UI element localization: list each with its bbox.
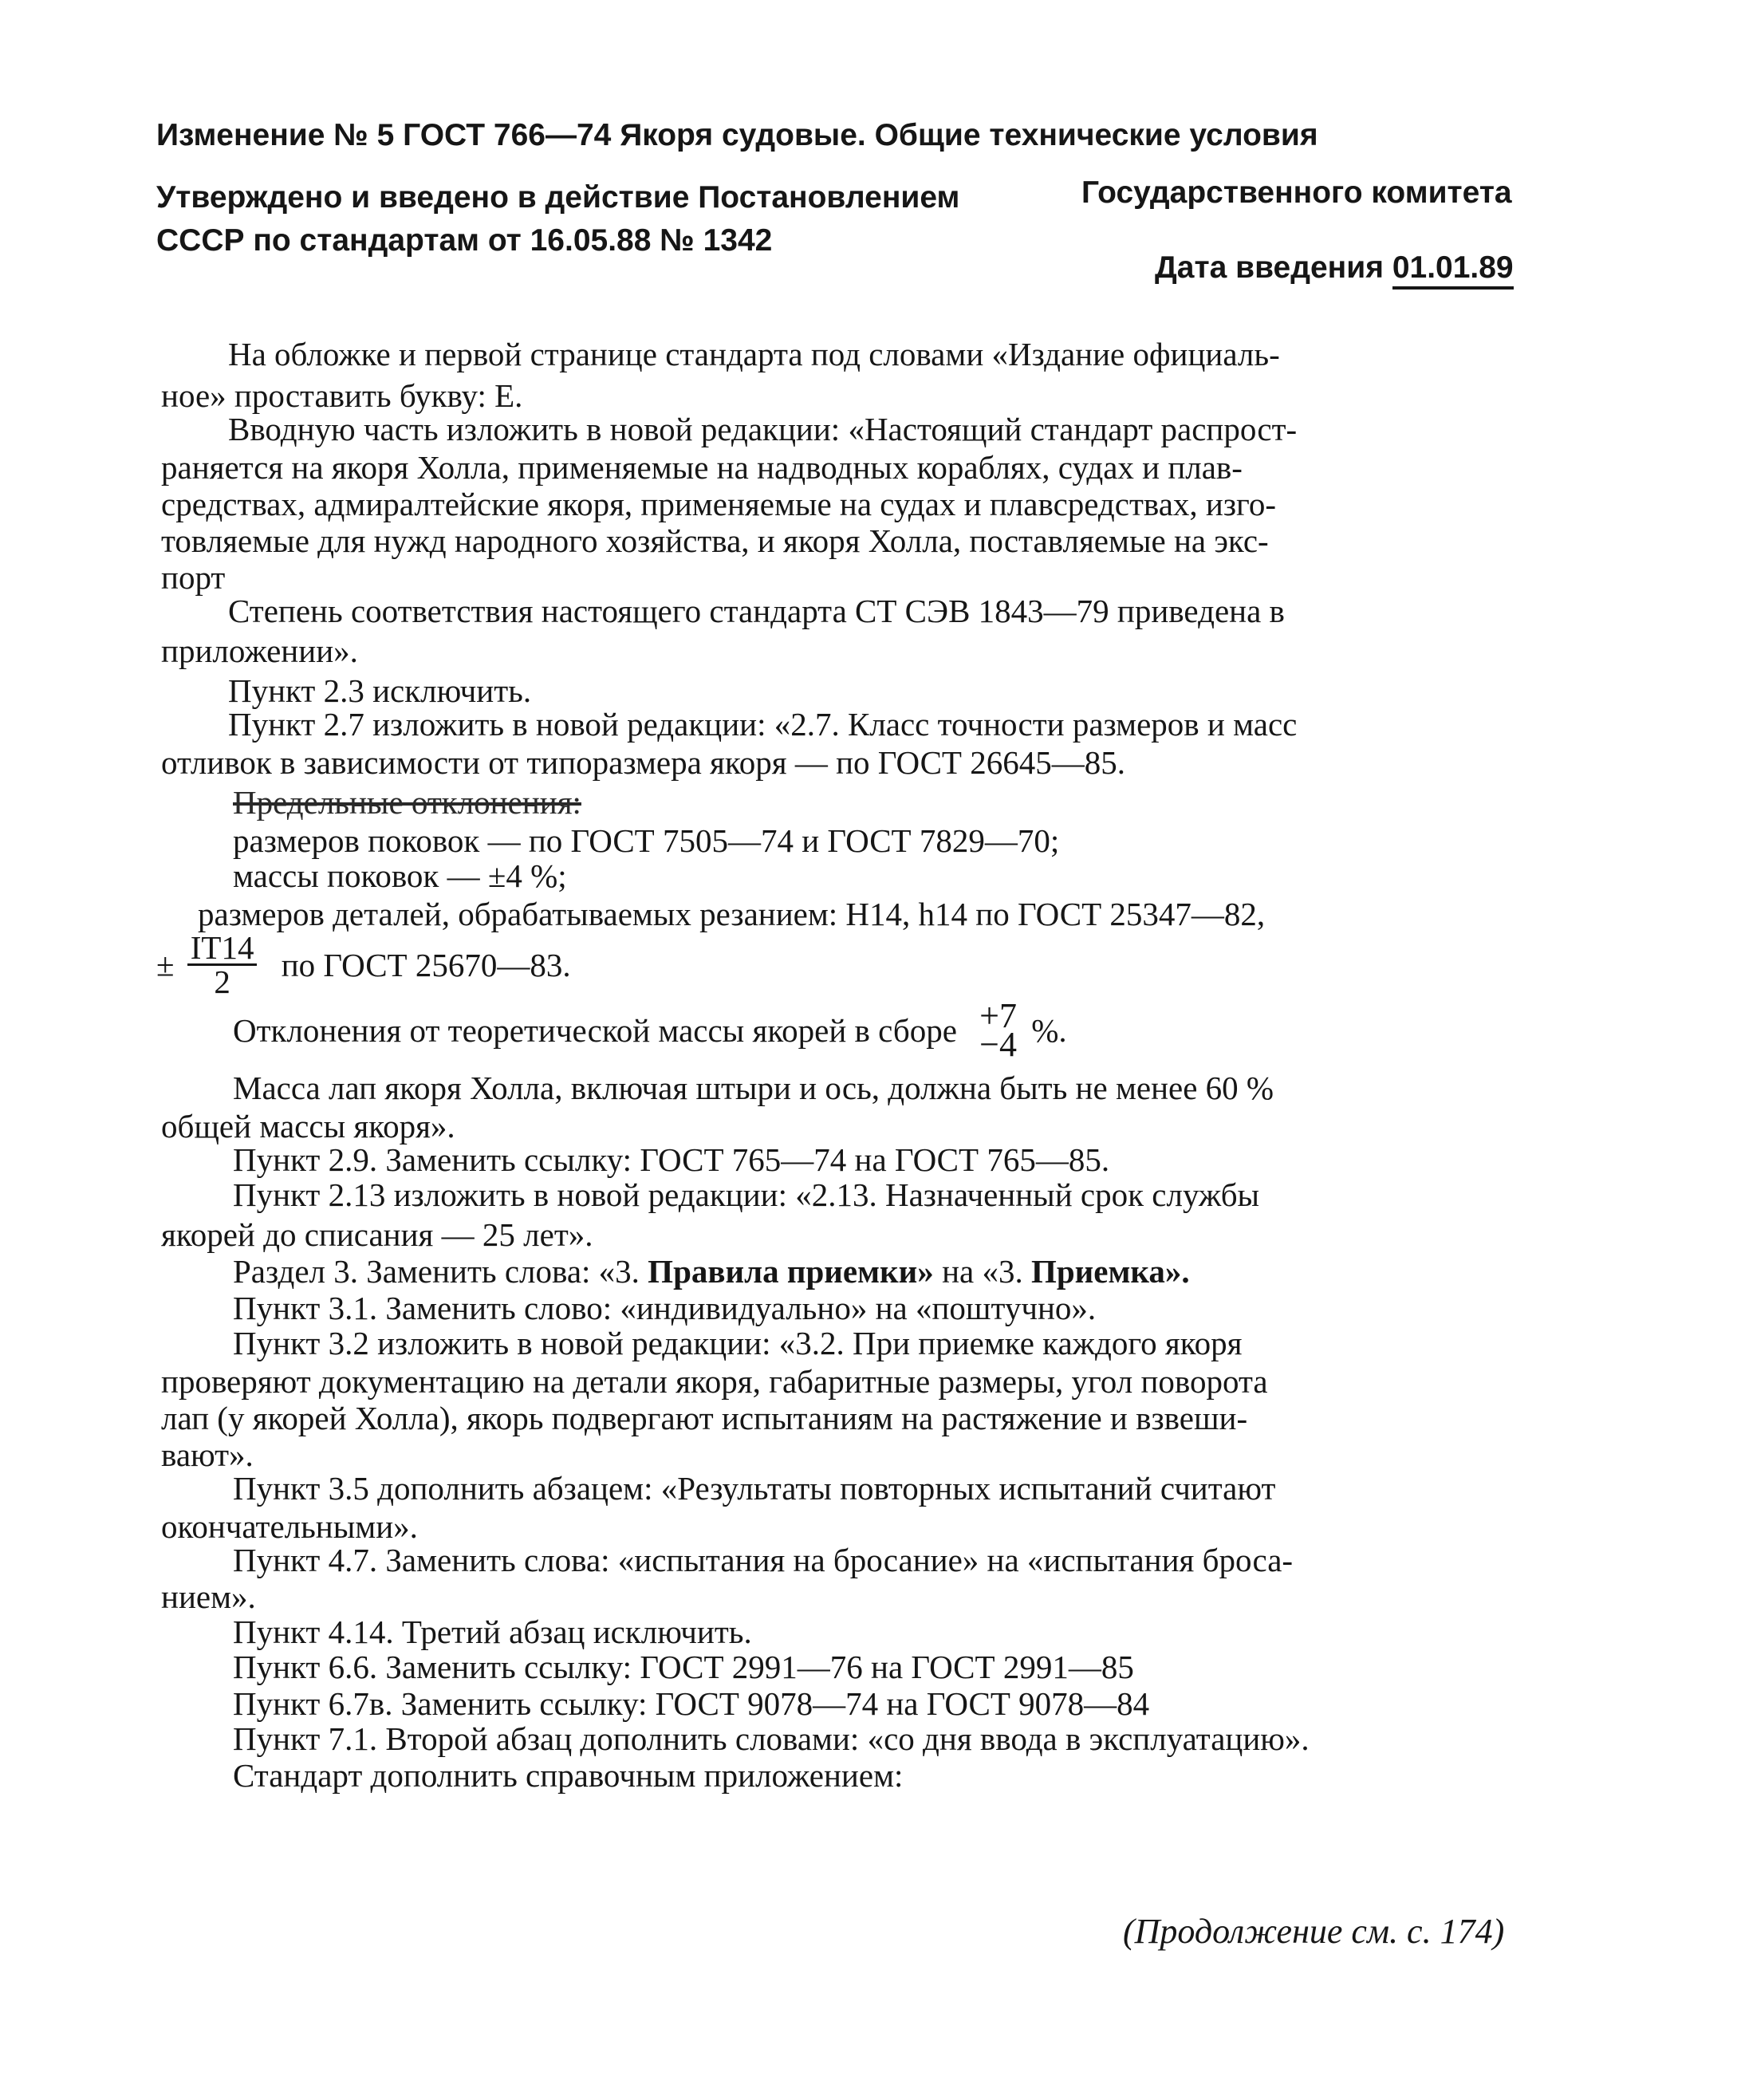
para-8: массы поковок — ±4 %; <box>233 857 567 894</box>
para-9: размеров деталей, обрабатываемых резанием: Н14, h14 по ГОСТ 25347—82, <box>198 896 1266 932</box>
para-10-text: по ГОСТ 25670—83. <box>281 946 571 983</box>
para-13: Пункт 2.9. Заменить ссылку: ГОСТ 765—74 на ГОСТ 765—85. <box>233 1141 1110 1178</box>
para-15-c: на «3. <box>933 1253 1031 1290</box>
effective-date-value: 01.01.89 <box>1392 250 1514 290</box>
para-2-line-3: средствах, адмиралтейские якоря, применяемые на судах и плавсредствах, изго- <box>161 486 1277 522</box>
fraction-denominator: 2 <box>214 963 230 1000</box>
approval-line-right: Государственного комитета <box>1081 175 1512 210</box>
para-5-line-1: Пункт 2.7 изложить в новой редакции: «2.7. Класс точности размеров и масс <box>228 706 1298 743</box>
amendment-title: Изменение № 5 ГОСТ 766—74 Якоря судовые. Общие технические условия <box>156 118 1318 152</box>
para-3-line-2: приложении». <box>161 632 358 669</box>
tolerance-plus: +7 <box>979 996 1017 1035</box>
para-4: Пункт 2.3 исключить. <box>228 672 532 709</box>
para-1-line-1: На обложке и первой странице стандарта под словами «Издание официаль- <box>228 336 1280 372</box>
para-17-line-4: вают». <box>161 1436 254 1473</box>
para-10 <box>156 929 571 1000</box>
tolerance-minus: −4 <box>979 1025 1017 1064</box>
para-14-line-1: Пункт 2.13 изложить в новой редакции: «2.13. Назначенный срок службы <box>233 1176 1260 1213</box>
para-2-line-5: порт <box>161 559 226 596</box>
para-7: размеров поковок — по ГОСТ 7505—74 и ГОСТ 7829—70; <box>233 822 1060 859</box>
para-15-d: Приемка». <box>1030 1253 1190 1290</box>
tolerance-unit: %. <box>1031 1012 1067 1049</box>
para-19-line-1: Пункт 4.7. Заменить слова: «испытания на бросание» на «испытания броса- <box>233 1542 1294 1578</box>
para-17-line-1: Пункт 3.2 изложить в новой редакции: «3.2. При приемке каждого якоря <box>233 1325 1243 1361</box>
para-14-line-2: якорей до списания — 25 лет». <box>161 1216 593 1253</box>
para-18-line-2: окончательными». <box>161 1508 418 1545</box>
plus-minus-sign: ± <box>156 946 175 983</box>
para-11 <box>233 996 1067 1064</box>
para-5-line-2: отливок в зависимости от типоразмера якоря — по ГОСТ 26645—85. <box>161 744 1125 781</box>
para-15 <box>233 1252 1190 1290</box>
para-12-line-2: общей массы якоря». <box>161 1108 455 1145</box>
para-19-line-2: нием». <box>161 1578 256 1615</box>
para-18-line-1: Пункт 3.5 дополнить абзацем: «Результаты повторных испытаний считают <box>233 1470 1276 1507</box>
continuation-note: (Продолжение см. с. 174) <box>1123 1912 1505 1951</box>
para-2-line-2: раняется на якоря Холла, применяемые на надводных кораблях, судах и плав- <box>161 449 1243 486</box>
mass-tolerance <box>979 996 1017 1064</box>
para-3-line-1: Степень соответствия настоящего стандарта СТ СЭВ 1843—79 приведена в <box>228 593 1285 629</box>
para-20: Пункт 4.14. Третий абзац исключить. <box>233 1613 752 1650</box>
para-6: Предельные отклонения: <box>233 784 581 821</box>
para-21: Пункт 6.6. Заменить ссылку: ГОСТ 2991—76 на ГОСТ 2991—85 <box>233 1649 1134 1685</box>
para-17-line-3: лап (у якорей Холла), якорь подвергают испытаниям на растяжение и взвеши- <box>161 1400 1248 1436</box>
para-11-text: Отклонения от теоретической массы якорей в сборе <box>233 1012 957 1049</box>
approval-line-2: СССР по стандартам от 16.05.88 № 1342 <box>156 223 773 258</box>
effective-date-label: Дата введения <box>1155 250 1384 285</box>
para-1-line-2: ное» проставить букву: Е. <box>161 377 523 414</box>
para-2-line-4: товляемые для нужд народного хозяйства, и якоря Холла, поставляемые на экс- <box>161 522 1269 559</box>
para-17-line-2: проверяют документацию на детали якоря, габаритные размеры, угол поворота <box>161 1363 1268 1400</box>
approval-line-left: Утверждено и введено в действие Постановлением <box>156 180 960 215</box>
para-22: Пункт 6.7в. Заменить ссылку: ГОСТ 9078—74 на ГОСТ 9078—84 <box>233 1685 1150 1722</box>
para-23: Пункт 7.1. Второй абзац дополнить словами: «со дня ввода в эксплуатацию». <box>233 1720 1310 1757</box>
para-16: Пункт 3.1. Заменить слово: «индивидуально» на «поштучно». <box>233 1290 1097 1326</box>
para-15-a: Раздел 3. Заменить слова: «3. <box>233 1253 648 1290</box>
para-2-line-1: Вводную часть изложить в новой редакции: «Настоящий стандарт распрост- <box>228 411 1298 447</box>
para-24: Стандарт дополнить справочным приложением: <box>233 1757 904 1794</box>
effective-date <box>1155 249 1514 287</box>
fraction-numerator: IT14 <box>187 932 258 966</box>
it-fraction <box>187 929 258 1000</box>
para-12-line-1: Масса лап якоря Холла, включая штыри и ось, должна быть не менее 60 % <box>233 1070 1274 1106</box>
para-15-b: Правила приемки» <box>648 1253 934 1290</box>
